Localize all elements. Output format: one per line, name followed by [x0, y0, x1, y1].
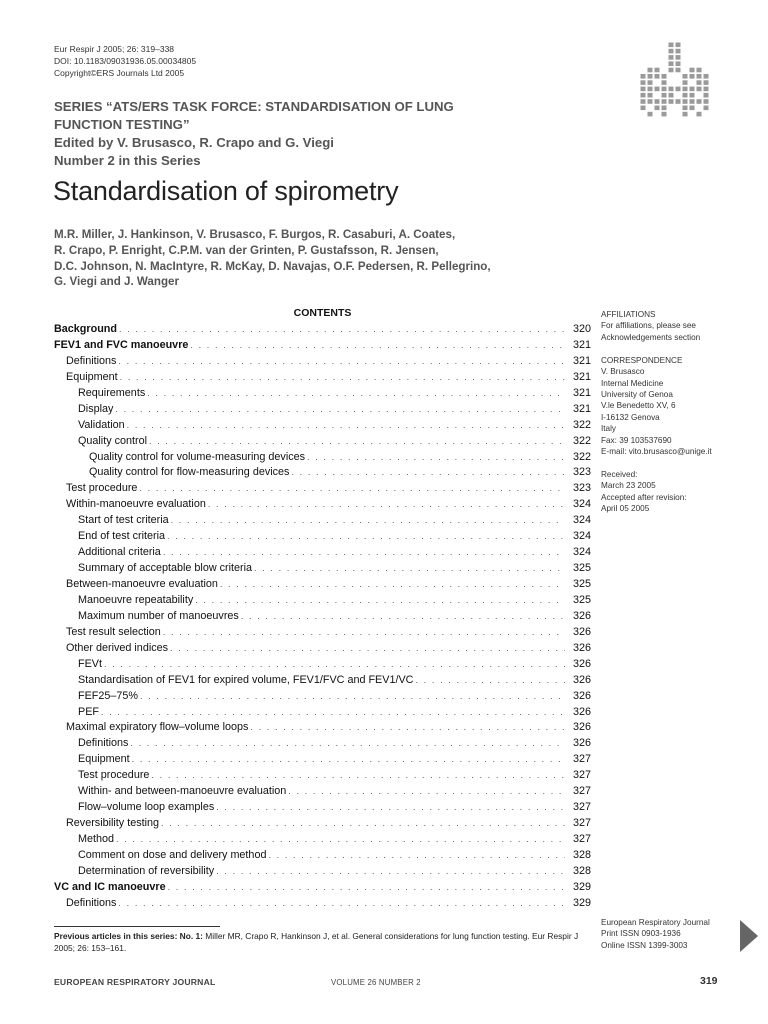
toc-entry-title: Additional criteria [78, 546, 161, 559]
toc-entry-page: 321 [572, 370, 591, 383]
toc-dot-leader [115, 402, 565, 418]
footnote [54, 930, 591, 954]
toc-dot-leader [118, 354, 565, 370]
toc-entry-page: 321 [572, 338, 591, 351]
toc-entry[interactable] [54, 689, 591, 705]
authors-line-3: D.C. Johnson, N. MacIntyre, R. McKay, D. Navajas, O.F. Pedersen, R. Pellegrino, [54, 259, 491, 273]
accepted-heading: Accepted after revision: [601, 492, 687, 502]
toc-entry-title: Start of test criteria [78, 514, 169, 527]
toc-entry-page: 326 [572, 737, 591, 750]
toc-entry-page: 321 [572, 402, 591, 415]
table-of-contents [54, 322, 591, 912]
toc-entry-page: 323 [572, 482, 591, 495]
toc-entry-page: 325 [572, 578, 591, 590]
toc-entry-page: 323 [572, 466, 591, 479]
toc-entry-title: Flow–volume loop examples [78, 801, 215, 814]
toc-entry-title: Within-manoeuvre evaluation [66, 498, 206, 511]
toc-dot-leader [151, 768, 565, 784]
author-list [54, 227, 594, 290]
toc-entry-page: 326 [572, 689, 591, 702]
toc-entry-title: Test procedure [66, 482, 138, 495]
correspondence-line: Fax: 39 103537690 [601, 435, 672, 445]
toc-dot-leader [220, 577, 565, 593]
toc-entry-page: 326 [572, 625, 591, 638]
toc-entry-title: Other derived indices [66, 641, 169, 654]
page-number: 319 [700, 975, 718, 987]
toc-entry-title: Display [78, 402, 114, 415]
toc-entry-title: Between-manoeuvre evaluation [66, 578, 218, 590]
authors-line-2: R. Crapo, P. Enright, C.P.M. van der Grinten, P. Gustafsson, R. Jensen, [54, 243, 439, 257]
correspondence-heading: CORRESPONDENCE [601, 355, 683, 365]
affiliations-line-2: Acknowledgements section [601, 332, 701, 342]
toc-entry[interactable] [54, 641, 591, 657]
toc-entry[interactable] [54, 752, 591, 768]
toc-entry-title: FEVt [78, 657, 102, 670]
toc-entry-page: 326 [572, 609, 591, 622]
toc-entry[interactable] [54, 657, 591, 673]
toc-entry-title: Method [78, 833, 115, 845]
toc-entry-page: 324 [572, 514, 591, 527]
toc-entry[interactable] [54, 784, 591, 800]
toc-dot-leader [170, 641, 565, 657]
toc-entry-title: Determination of reversibility [78, 864, 215, 877]
footer-volume: VOLUME 26 NUMBER 2 [331, 978, 421, 987]
toc-dot-leader [127, 418, 565, 434]
received-heading: Received: [601, 469, 638, 479]
toc-entry[interactable] [54, 386, 591, 402]
toc-dot-leader [119, 322, 565, 338]
toc-entry-title: Equipment [78, 753, 130, 766]
toc-entry-title: FEV1 and FVC manoeuvre [54, 338, 189, 351]
toc-entry[interactable] [54, 465, 591, 481]
toc-entry-page: 327 [572, 753, 591, 766]
toc-entry[interactable] [54, 338, 591, 354]
toc-entry-title: Definitions [66, 354, 117, 367]
toc-entry-page: 320 [572, 323, 591, 335]
toc-entry-page: 326 [572, 657, 591, 670]
toc-dot-leader [149, 434, 565, 450]
toc-entry-title: Definitions [66, 896, 117, 909]
toc-entry-page: 325 [572, 593, 591, 606]
toc-entry[interactable] [54, 402, 591, 418]
toc-entry[interactable] [54, 322, 591, 338]
correspondence-email[interactable]: E-mail: vito.brusasco@unige.it [601, 446, 712, 456]
toc-dot-leader [190, 338, 565, 354]
affiliations-heading: AFFILIATIONS [601, 310, 656, 319]
toc-dot-leader [168, 880, 565, 896]
affiliations-block [601, 309, 741, 343]
toc-dot-leader [147, 386, 565, 402]
toc-entry-page: 329 [572, 880, 591, 893]
toc-dot-leader [250, 720, 565, 736]
toc-entry-title: End of test criteria [78, 530, 166, 543]
toc-entry[interactable] [54, 768, 591, 784]
toc-dot-leader [120, 370, 565, 386]
toc-dot-leader [208, 497, 565, 513]
toc-entry-page: 327 [572, 785, 591, 798]
toc-entry-page: 328 [572, 864, 591, 877]
accepted-date: April 05 2005 [601, 504, 650, 514]
toc-entry-title: Equipment [66, 370, 118, 383]
toc-entry[interactable] [54, 513, 591, 529]
correspondence-line: V.le Benedetto XV, 6 [601, 401, 676, 411]
citation: Eur Respir J 2005; 26: 319–338 [54, 44, 175, 54]
toc-entry-page: 321 [572, 386, 591, 399]
toc-entry[interactable] [54, 864, 591, 880]
toc-dot-leader [140, 689, 565, 705]
toc-entry-page: 322 [572, 418, 591, 431]
toc-entry-page: 324 [572, 530, 591, 543]
series-editors: Edited by V. Brusasco, R. Crapo and G. Viegi [54, 135, 334, 150]
toc-entry-title: PEF [78, 705, 99, 718]
toc-entry[interactable] [54, 720, 591, 736]
toc-entry-page: 327 [572, 817, 591, 830]
toc-entry-title: Quality control [78, 434, 148, 447]
series-heading [54, 98, 614, 170]
series-line-2: FUNCTION TESTING” [54, 117, 190, 132]
toc-entry-page: 325 [572, 562, 591, 575]
toc-dot-leader [118, 896, 565, 912]
toc-dot-leader [139, 481, 565, 497]
authors-line-1: M.R. Miller, J. Hankinson, V. Brusasco, F. Burgos, R. Casaburi, A. Coates, [54, 228, 456, 241]
toc-entry-page: 326 [572, 705, 591, 718]
toc-entry[interactable] [54, 593, 591, 609]
correspondence-line: Italy [601, 424, 617, 434]
issn-journal: European Respiratory Journal [601, 918, 710, 927]
series-line-1: SERIES “ATS/ERS TASK FORCE: STANDARDISATION OF LUNG [54, 99, 454, 114]
toc-entry[interactable] [54, 529, 591, 545]
toc-entry[interactable] [54, 450, 591, 466]
toc-entry-title: Comment on dose and delivery method [78, 848, 267, 861]
toc-entry-title: Validation [78, 418, 125, 431]
toc-entry-title: Reversibility testing [66, 817, 160, 830]
toc-dot-leader [291, 465, 565, 481]
toc-entry[interactable] [54, 481, 591, 497]
correspondence-block [601, 355, 741, 458]
toc-entry-page: 326 [572, 721, 591, 734]
toc-entry-page: 326 [572, 673, 591, 686]
toc-entry[interactable] [54, 418, 591, 434]
received-date: March 23 2005 [601, 481, 656, 491]
issn-block [601, 917, 710, 951]
toc-entry-page: 322 [572, 434, 591, 447]
toc-entry-page: 327 [572, 833, 591, 845]
toc-entry[interactable] [54, 434, 591, 450]
correspondence-line: University of Genoa [601, 389, 673, 399]
toc-entry-page: 327 [572, 769, 591, 782]
toc-entry-title: Definitions [78, 737, 129, 750]
toc-entry[interactable] [54, 609, 591, 625]
toc-dot-leader [104, 657, 565, 673]
toc-entry[interactable] [54, 561, 591, 577]
authors-line-4: G. Viegi and J. Wanger [54, 275, 179, 289]
toc-dot-leader [163, 545, 565, 561]
toc-entry-title: Requirements [78, 386, 146, 399]
toc-dot-leader [163, 625, 565, 641]
toc-dot-leader [241, 609, 565, 625]
toc-entry[interactable] [54, 848, 591, 864]
toc-entry-title: Manoeuvre repeatability [78, 593, 194, 606]
toc-entry[interactable] [54, 497, 591, 513]
toc-entry[interactable] [54, 832, 591, 848]
toc-dot-leader [171, 513, 565, 529]
toc-dot-leader [216, 864, 565, 880]
toc-dot-leader [288, 784, 565, 800]
toc-entry-title: Within- and between-manoeuvre evaluation [78, 785, 287, 798]
journal-meta [54, 43, 196, 79]
toc-entry[interactable] [54, 705, 591, 721]
correspondence-line: Internal Medicine [601, 378, 664, 388]
contents-heading: CONTENTS [293, 307, 352, 319]
toc-entry[interactable] [54, 577, 591, 593]
toc-dot-leader [116, 832, 565, 848]
toc-entry[interactable] [54, 354, 591, 370]
toc-entry-title: Quality control for flow-measuring devices [89, 466, 290, 479]
toc-entry-page: 321 [572, 354, 591, 367]
toc-entry[interactable] [54, 896, 591, 912]
toc-entry[interactable] [54, 816, 591, 832]
toc-dot-leader [167, 529, 565, 545]
footnote-divider [54, 926, 220, 927]
copyright: Copyright©ERS Journals Ltd 2005 [54, 68, 185, 78]
correspondence-line: V. Brusasco [601, 367, 645, 377]
toc-dot-leader [254, 561, 565, 577]
toc-dot-leader [307, 450, 565, 466]
affiliations-line-1: For affiliations, please see [601, 321, 696, 331]
toc-entry-title: Test procedure [78, 769, 150, 782]
toc-dot-leader [415, 673, 565, 689]
next-page-arrow-icon[interactable] [740, 920, 758, 952]
toc-entry-title: Maximum number of manoeuvres [78, 609, 239, 622]
toc-entry-title: Maximal expiratory flow–volume loops [66, 721, 249, 734]
toc-entry-title: Quality control for volume-measuring devices [89, 450, 306, 463]
footnote-text: Miller MR, Crapo R, Hankinson J, et al. General considerations for lung function testing. Eur Respir J 2005; 26: 153–161. [54, 931, 579, 953]
toc-entry[interactable] [54, 800, 591, 816]
toc-entry-page: 326 [572, 641, 591, 654]
dates-block [601, 469, 741, 515]
toc-entry-page: 324 [572, 498, 591, 511]
toc-entry[interactable] [54, 880, 591, 896]
toc-entry-page: 329 [572, 896, 591, 909]
ers-logo-icon [640, 42, 710, 118]
toc-entry[interactable] [54, 370, 591, 386]
toc-entry[interactable] [54, 736, 591, 752]
toc-entry-page: 327 [572, 801, 591, 814]
article-sidebar [601, 309, 741, 526]
issn-print: Print ISSN 0903-1936 [601, 929, 681, 939]
toc-dot-leader [132, 752, 565, 768]
toc-dot-leader [130, 736, 565, 752]
doi: DOI: 10.1183/09031936.05.00034805 [54, 56, 197, 66]
toc-dot-leader [161, 816, 565, 832]
toc-dot-leader [195, 593, 565, 609]
issn-online: Online ISSN 1399-3003 [601, 940, 688, 950]
toc-entry-title: Summary of acceptable blow criteria [78, 562, 253, 575]
footnote-lead: Previous articles in this series: No. 1: [54, 931, 203, 941]
footer-journal: EUROPEAN RESPIRATORY JOURNAL [54, 977, 216, 987]
toc-entry[interactable] [54, 625, 591, 641]
series-number: Number 2 in this Series [54, 153, 201, 168]
toc-entry[interactable] [54, 545, 591, 561]
correspondence-line: I-16132 Genova [601, 412, 660, 422]
toc-entry-page: 328 [572, 848, 591, 861]
toc-entry-title: FEF25–75% [78, 689, 139, 702]
toc-entry-page: 324 [572, 546, 591, 559]
toc-dot-leader [268, 848, 565, 864]
toc-entry[interactable] [54, 673, 591, 689]
toc-entry-title: Standardisation of FEV1 for expired volume, FEV1/FVC and FEV1/VC [78, 673, 414, 686]
toc-entry-title: Background [54, 323, 117, 335]
toc-dot-leader [101, 705, 565, 721]
toc-entry-title: VC and IC manoeuvre [54, 880, 166, 893]
toc-entry-page: 322 [572, 450, 591, 463]
article-title: Standardisation of spirometry [53, 176, 399, 206]
toc-entry-title: Test result selection [66, 625, 161, 638]
toc-dot-leader [216, 800, 565, 816]
